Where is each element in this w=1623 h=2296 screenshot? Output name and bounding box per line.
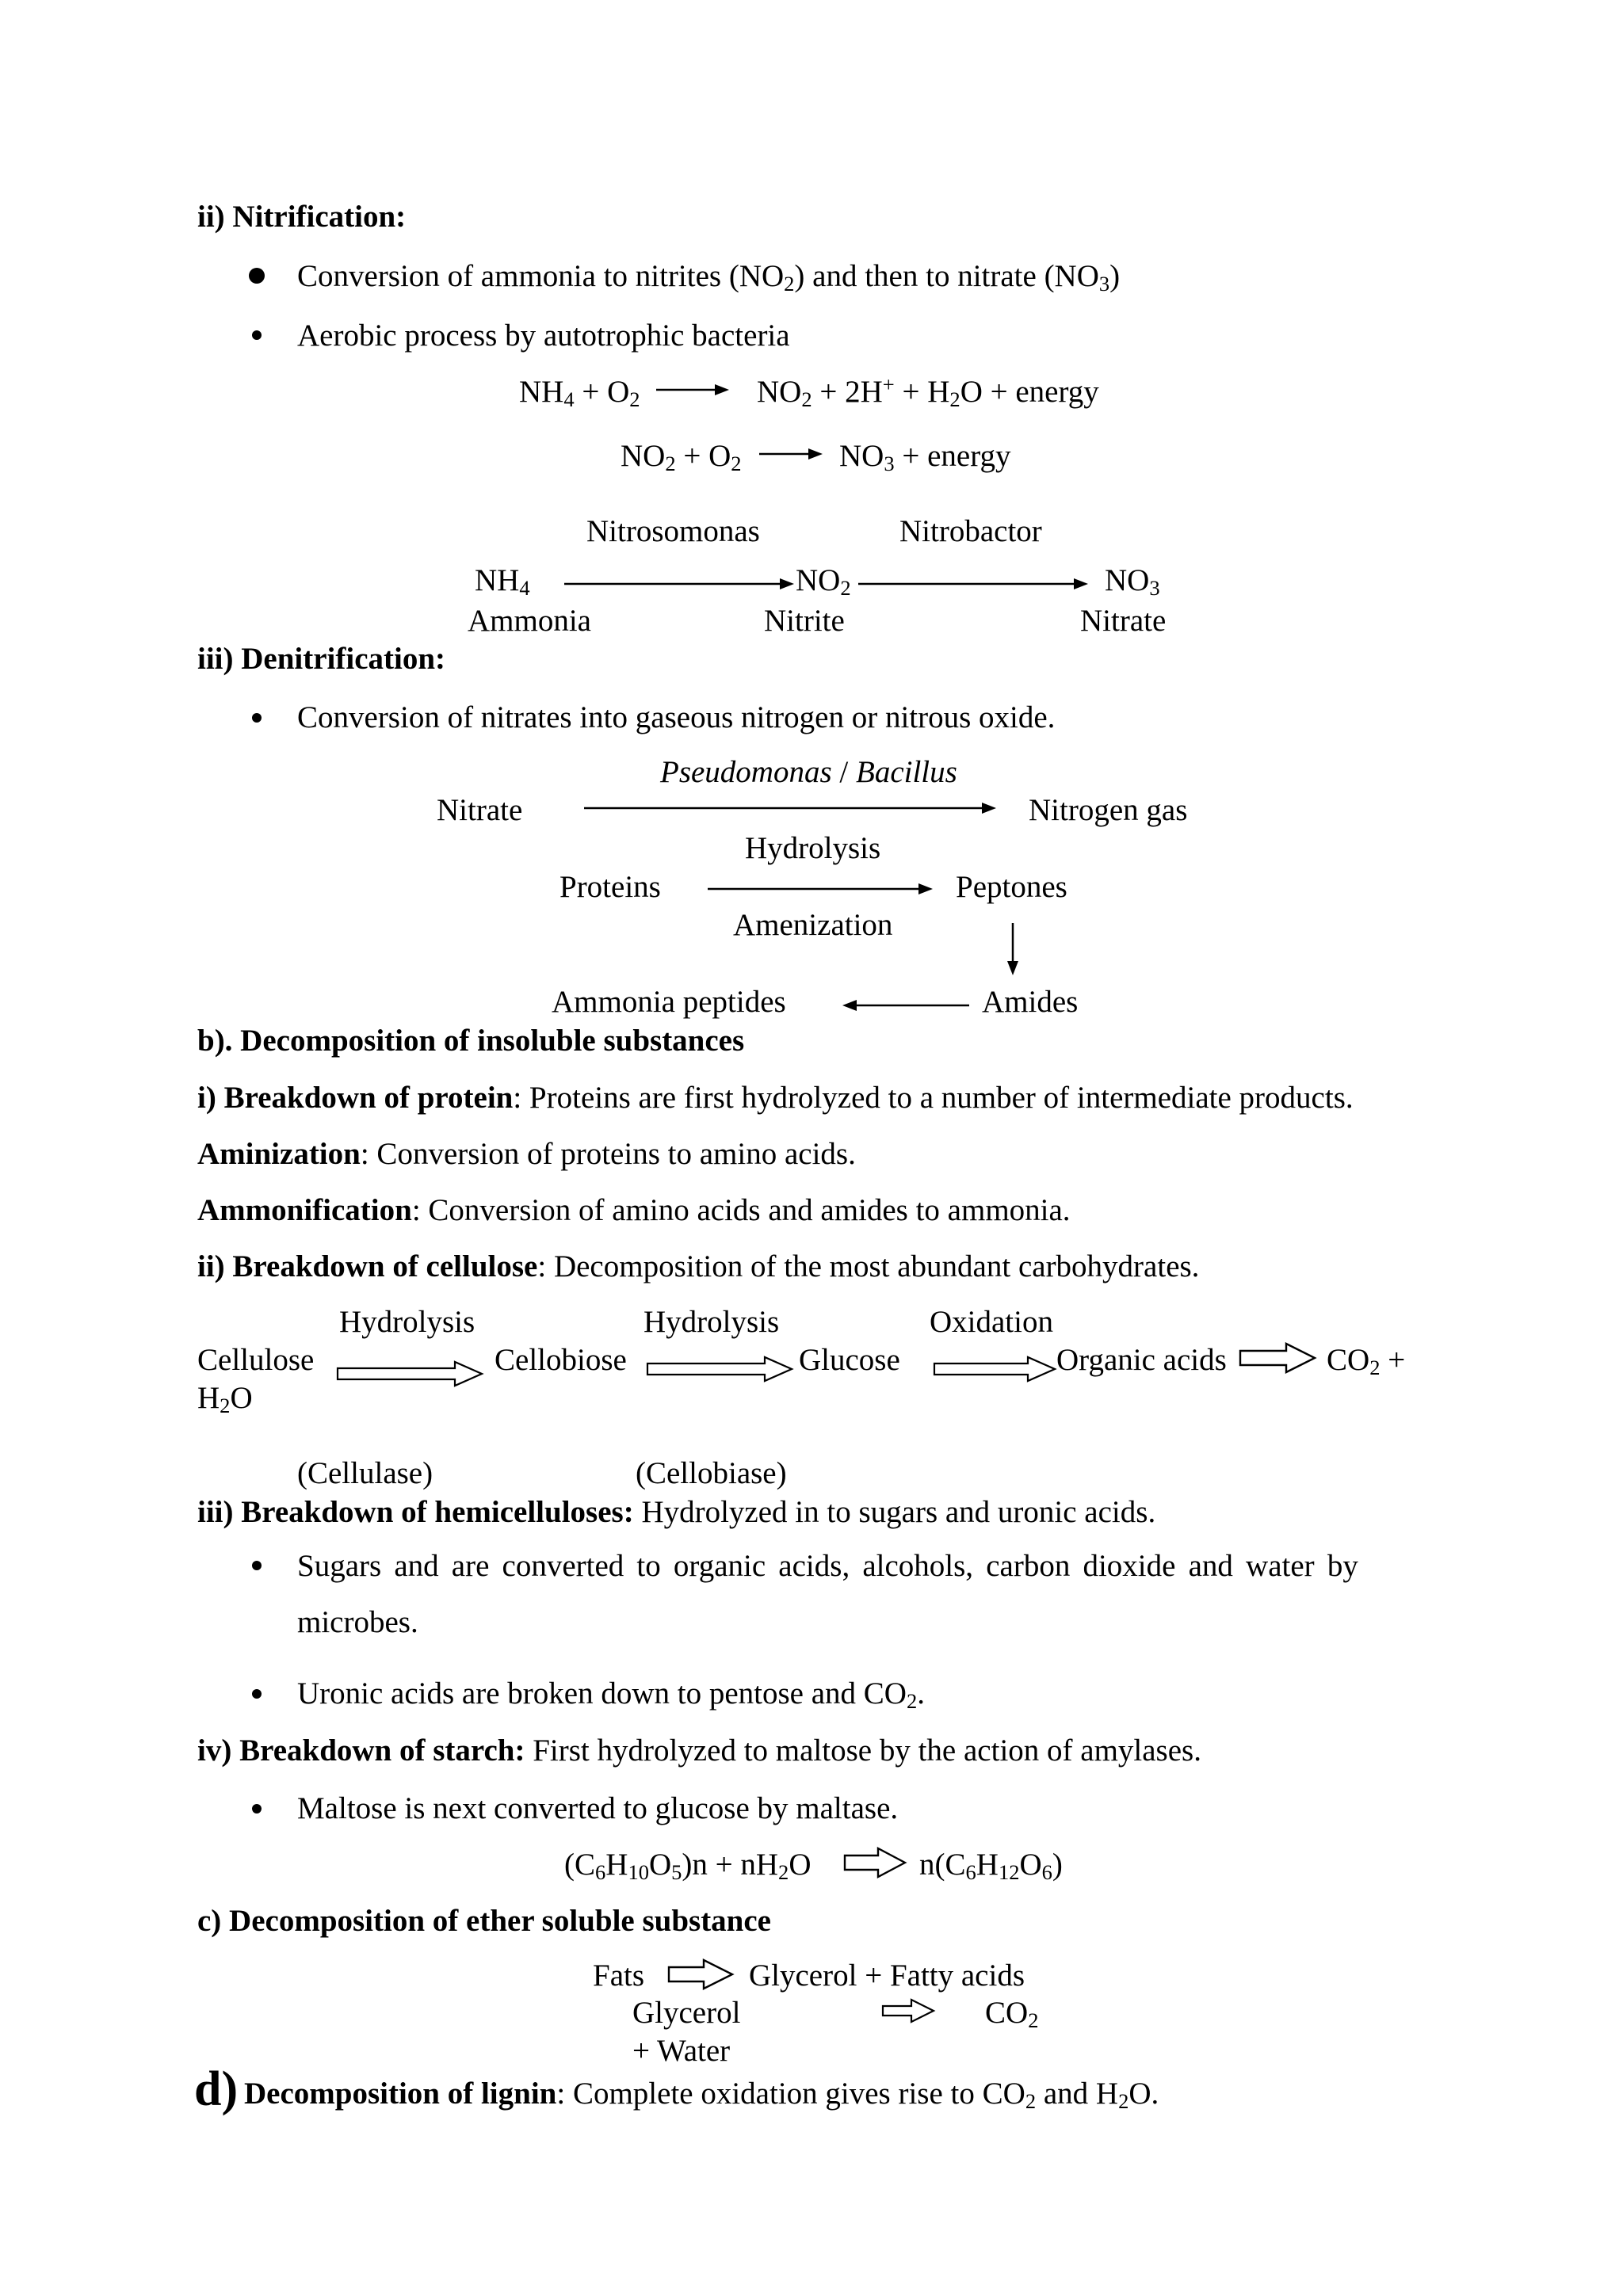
hydrolysis-label: Hydrolysis [745,831,881,865]
equation-1-reactants: $NH_4 + O_2$ [519,375,640,411]
insoluble-heading: b). Decomposition of insoluble substances [197,1024,745,1058]
nitrite-label: Nitrite [764,604,845,638]
hydrolysis-label-1: Hydrolysis [339,1305,475,1339]
starch-equation-products: $n(C_6H_{12}O_6)$ [919,1848,1063,1884]
scheme-arrow-icon [708,881,933,897]
cellulose-breakdown: ii) Breakdown of cellulose: Decomposition of the most abundant carbohydrates. [197,1249,1200,1283]
glycerol-label: Glycerol [632,1996,741,2030]
aminization-definition: Aminization: Conversion of proteins to amino acids. [197,1137,856,1171]
hollow-arrow-icon [881,1998,935,2023]
nitrogen-gas-label: Nitrogen gas [1029,793,1188,827]
hydrolysis-label-2: Hydrolysis [643,1305,780,1339]
co2-label: $CO_2$ [985,1996,1039,2032]
starch-equation-reactants: $(C_6H_{10}O_5)n + nH_2O$ [564,1848,812,1884]
down-arrow-icon [1005,923,1021,975]
hollow-arrow-icon [843,1847,907,1878]
hollow-arrow-icon [1239,1342,1316,1374]
peptones-label: Peptones [956,870,1067,904]
hollow-arrow-icon [646,1356,793,1383]
denitrifying-organisms: Pseudomonas / Bacillus [660,755,957,789]
hollow-arrow-icon [933,1356,1056,1383]
starch-breakdown: iv) Breakdown of starch: First hydrolyzed to maltose by the action of amylases. [197,1733,1201,1768]
hemicellulose-bullet-2: Uronic acids are broken down to pentose and $CO_2$. [297,1676,925,1713]
denitrification-nitrate: Nitrate [437,793,523,827]
reaction-arrow-icon [759,446,823,462]
hemicellulose-bullet-1: Sugars and are converted to organic acids, alcohols, carbon dioxide and water by [297,1549,1358,1583]
hemicellulose-breakdown: iii) Breakdown of hemicelluloses: Hydrolyzed in to sugars and uronic acids. [197,1495,1156,1529]
scheme-arrow-icon [858,576,1088,592]
organic-acids-label: Organic acids [1056,1343,1227,1377]
h2o-product: $H_2O$ [197,1381,253,1417]
cellobiase-enzyme: (Cellobiase) [636,1456,787,1490]
equation-1-products: $NO_2 + 2H^+ + H_2O$ + energy [757,372,1099,411]
ammonia-label: Ammonia [468,604,591,638]
hollow-arrow-icon [667,1958,734,1990]
nitrate-label: Nitrate [1080,604,1167,638]
nitrification-bullet-1: Conversion of ammonia to nitrites $(NO_2)$ and then to nitrate $(NO_3)$ [297,259,1121,296]
ether-heading: c) Decomposition of ether soluble substance [197,1904,771,1938]
oxidation-label: Oxidation [930,1305,1053,1339]
protein-breakdown: i) Breakdown of protein: Proteins are first hydrolyzed to a number of intermediate products. [197,1081,1354,1115]
nitrification-heading: ii) Nitrification: [197,200,407,234]
ammonification-definition: Ammonification: Conversion of amino acids and amides to ammonia. [197,1193,1071,1227]
proteins-label: Proteins [559,870,661,904]
cellobiose-label: Cellobiose [495,1343,627,1377]
hemicellulose-bullet-1-continued: microbes. [297,1605,418,1639]
bullet-icon [252,330,262,340]
bullet-icon [252,1561,262,1570]
scheme-arrow-icon [564,576,794,592]
nitrobactor-label: Nitrobactor [899,514,1042,548]
bullet-icon [252,1804,262,1814]
nitrosomonas-label: Nitrosomonas [586,514,760,548]
lignin-decomposition: Decomposition of lignin: Complete oxidation gives rise to $CO_2$ and $H_2O$. [244,2077,1159,2113]
nh4-formula: $NH_4$ [475,563,530,600]
reaction-arrow-icon [656,382,729,398]
fats-label: Fats [593,1958,645,1993]
lignin-section-letter: d) [194,2062,239,2116]
equation-2-products: $NO_3$ + energy [839,439,1011,475]
equation-2-reactants: $NO_2 + O_2$ [621,439,742,475]
denitrification-heading: iii) Denitrification: [197,642,446,676]
glycerol-fatty-acids-label: Glycerol + Fatty acids [749,1958,1025,1993]
denitrification-bullet-1: Conversion of nitrates into gaseous nitrogen or nitrous oxide. [297,700,1056,734]
cellulose-label: Cellulose [197,1343,315,1377]
cellulase-enzyme: (Cellulase) [297,1456,433,1490]
ammonia-peptides-label: Ammonia peptides [552,985,786,1019]
bullet-icon [252,1689,262,1699]
nitrification-bullet-2: Aerobic process by autotrophic bacteria [297,318,790,353]
left-arrow-icon [842,997,969,1013]
hollow-arrow-icon [336,1360,483,1387]
glucose-label: Glucose [799,1343,900,1377]
bullet-icon [249,268,265,284]
starch-bullet-1: Maltose is next converted to glucose by maltase. [297,1791,899,1825]
bullet-icon [252,713,262,723]
amenization-label: Amenization [733,908,893,942]
water-label: + Water [632,2034,731,2068]
scheme-arrow-icon [584,800,996,816]
no2-formula: $NO_2$ [796,563,851,600]
no3-formula: $NO_3$ [1105,563,1160,600]
amides-label: Amides [982,985,1079,1019]
co2-product: $CO_2$ + [1327,1343,1406,1379]
